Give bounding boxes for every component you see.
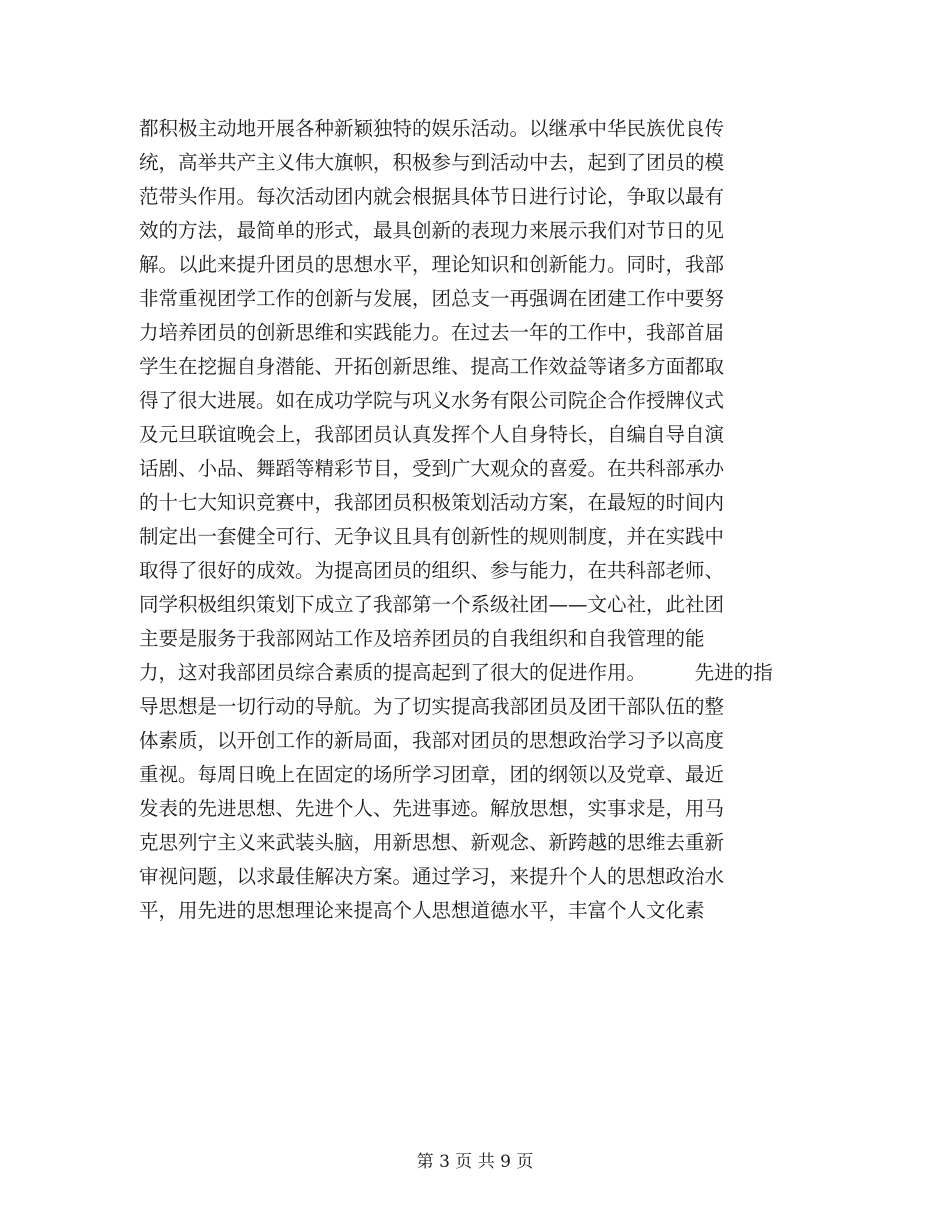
text-line: 制定出一套健全可行、无争议且具有创新性的规则制度，并在实践中 bbox=[139, 525, 725, 548]
body-text bbox=[139, 112, 819, 928]
text-line: 取得了很好的成效。为提高团员的组织、参与能力，在共科部老师、 bbox=[139, 559, 725, 582]
page-footer: 第 3 页 共 9 页 bbox=[416, 1152, 534, 1172]
text-line: 主要是服务于我部网站工作及培养团员的自我组织和自我管理的能 bbox=[139, 627, 705, 650]
text-line: 效的方法，最简单的形式，最具创新的表现力来展示我们对节日的见 bbox=[139, 219, 725, 242]
text-line: 平，用先进的思想理论来提高个人思想道德水平，丰富个人文化素 bbox=[139, 899, 705, 922]
text-line: 审视问题，以求最佳解决方案。通过学习，来提升个人的思想政治水 bbox=[139, 865, 725, 888]
text-line: 得了很大进展。如在成功学院与巩义水务有限公司院企合作授牌仪式 bbox=[139, 389, 725, 412]
text-line: 力培养团员的创新思维和实践能力。在过去一年的工作中，我部首届 bbox=[139, 321, 725, 344]
text-line: 都积极主动地开展各种新颖独特的娱乐活动。以继承中华民族优良传 bbox=[139, 117, 725, 140]
text-line: 及元旦联谊晚会上，我部团员认真发挥个人自身特长，自编自导自演 bbox=[139, 423, 725, 446]
text-line: 力，这对我部团员综合素质的提高起到了很大的促进作用。 先进的指 bbox=[139, 661, 773, 684]
text-line: 的十七大知识竞赛中，我部团员积极策划活动方案，在最短的时间内 bbox=[139, 491, 725, 514]
text-line: 学生在挖掘自身潜能、开拓创新思维、提高工作效益等诸多方面都取 bbox=[139, 355, 725, 378]
text-line: 话剧、小品、舞蹈等精彩节目，受到广大观众的喜爱。在共科部承办 bbox=[139, 457, 725, 480]
text-line: 解。以此来提升团员的思想水平，理论知识和创新能力。同时，我部 bbox=[139, 253, 725, 276]
text-line: 范带头作用。每次活动团内就会根据具体节日进行讨论，争取以最有 bbox=[139, 185, 725, 208]
text-line: 非常重视团学工作的创新与发展，团总支一再强调在团建工作中要努 bbox=[139, 287, 725, 310]
text-line: 体素质，以开创工作的新局面，我部对团员的思想政治学习予以高度 bbox=[139, 729, 725, 752]
text-line: 重视。每周日晚上在固定的场所学习团章，团的纲领以及党章、最近 bbox=[139, 763, 725, 786]
text-line: 克思列宁主义来武装头脑，用新思想、新观念、新跨越的思维去重新 bbox=[139, 831, 725, 854]
text-line: 发表的先进思想、先进个人、先进事迹。解放思想，实事求是，用马 bbox=[139, 797, 725, 820]
text-line: 导思想是一切行动的导航。为了切实提高我部团员及团干部队伍的整 bbox=[139, 695, 725, 718]
text-line: 同学积极组织策划下成立了我部第一个系级社团——文心社，此社团 bbox=[139, 593, 725, 616]
text-line: 统，高举共产主义伟大旗帜，积极参与到活动中去，起到了团员的模 bbox=[139, 151, 725, 174]
